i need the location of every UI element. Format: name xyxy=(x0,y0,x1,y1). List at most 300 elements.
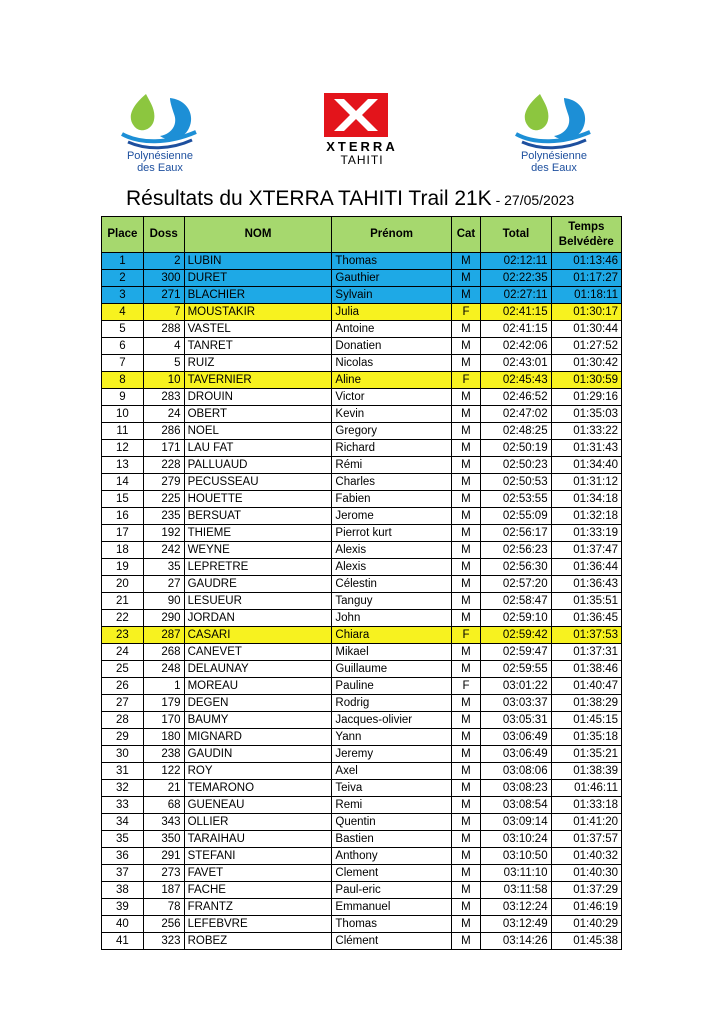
cell-belvedere: 01:31:43 xyxy=(551,440,621,457)
cell-total: 03:12:49 xyxy=(481,916,551,933)
cell-total: 02:56:23 xyxy=(481,542,551,559)
table-row xyxy=(102,355,622,372)
table-row xyxy=(102,627,622,644)
cell-place: 38 xyxy=(102,882,144,899)
cell-prenom: Anthony xyxy=(332,848,451,865)
cell-belvedere: 01:35:03 xyxy=(551,406,621,423)
cell-total: 03:05:31 xyxy=(481,712,551,729)
cell-total: 02:41:15 xyxy=(481,304,551,321)
title-main: Résultats du XTERRA TAHITI Trail 21K xyxy=(126,187,492,210)
cell-prenom: Jeremy xyxy=(332,746,451,763)
cell-nom: DEGEN xyxy=(184,695,332,712)
table-row xyxy=(102,780,622,797)
cell-cat: M xyxy=(451,712,481,729)
cell-nom: OBERT xyxy=(184,406,332,423)
cell-nom: BERSUAT xyxy=(184,508,332,525)
table-row xyxy=(102,321,622,338)
cell-doss: 350 xyxy=(143,831,184,848)
cell-nom: DROUIN xyxy=(184,389,332,406)
header-place: Place xyxy=(102,217,144,253)
cell-doss: 27 xyxy=(143,576,184,593)
cell-prenom: Emmanuel xyxy=(332,899,451,916)
cell-prenom: Donatien xyxy=(332,338,451,355)
cell-cat: M xyxy=(451,270,481,287)
cell-place: 36 xyxy=(102,848,144,865)
cell-prenom: Rodrig xyxy=(332,695,451,712)
cell-place: 35 xyxy=(102,831,144,848)
cell-nom: MOREAU xyxy=(184,678,332,695)
cell-belvedere: 01:45:15 xyxy=(551,712,621,729)
cell-cat: M xyxy=(451,729,481,746)
cell-place: 37 xyxy=(102,865,144,882)
cell-belvedere: 01:30:59 xyxy=(551,372,621,389)
cell-cat: M xyxy=(451,644,481,661)
header-total: Total xyxy=(481,217,551,253)
cell-doss: 180 xyxy=(143,729,184,746)
cell-belvedere: 01:30:44 xyxy=(551,321,621,338)
cell-belvedere: 01:37:29 xyxy=(551,882,621,899)
cell-cat: M xyxy=(451,338,481,355)
cell-cat: F xyxy=(451,627,481,644)
cell-place: 22 xyxy=(102,610,144,627)
cell-nom: ROY xyxy=(184,763,332,780)
cell-belvedere: 01:35:21 xyxy=(551,746,621,763)
cell-belvedere: 01:29:16 xyxy=(551,389,621,406)
table-row xyxy=(102,270,622,287)
cell-doss: 290 xyxy=(143,610,184,627)
table-row xyxy=(102,916,622,933)
cell-prenom: Thomas xyxy=(332,916,451,933)
cell-nom: MIGNARD xyxy=(184,729,332,746)
table-row xyxy=(102,933,622,950)
table-row xyxy=(102,525,622,542)
cell-prenom: Pierrot kurt xyxy=(332,525,451,542)
cell-total: 02:43:01 xyxy=(481,355,551,372)
cell-nom: DURET xyxy=(184,270,332,287)
cell-nom: STEFANI xyxy=(184,848,332,865)
cell-place: 32 xyxy=(102,780,144,797)
cell-total: 02:41:15 xyxy=(481,321,551,338)
cell-cat: M xyxy=(451,508,481,525)
cell-doss: 287 xyxy=(143,627,184,644)
xterra-brand-text: XTERRA xyxy=(326,139,398,154)
cell-nom: BAUMY xyxy=(184,712,332,729)
cell-doss: 192 xyxy=(143,525,184,542)
cell-place: 30 xyxy=(102,746,144,763)
cell-place: 5 xyxy=(102,321,144,338)
cell-doss: 90 xyxy=(143,593,184,610)
cell-prenom: Remi xyxy=(332,797,451,814)
cell-belvedere: 01:38:29 xyxy=(551,695,621,712)
cell-belvedere: 01:37:53 xyxy=(551,627,621,644)
cell-prenom: Alexis xyxy=(332,559,451,576)
table-row xyxy=(102,763,622,780)
cell-nom: TEMARONO xyxy=(184,780,332,797)
table-header-row xyxy=(102,217,622,253)
cell-belvedere: 01:34:18 xyxy=(551,491,621,508)
cell-total: 03:11:10 xyxy=(481,865,551,882)
cell-nom: NOEL xyxy=(184,423,332,440)
table-row xyxy=(102,423,622,440)
cell-belvedere: 01:30:17 xyxy=(551,304,621,321)
cell-cat: M xyxy=(451,457,481,474)
table-row xyxy=(102,406,622,423)
cell-doss: 286 xyxy=(143,423,184,440)
cell-cat: F xyxy=(451,678,481,695)
cell-cat: M xyxy=(451,933,481,950)
table-row xyxy=(102,440,622,457)
cell-prenom: Antoine xyxy=(332,321,451,338)
cell-prenom: Charles xyxy=(332,474,451,491)
cell-place: 28 xyxy=(102,712,144,729)
cell-belvedere: 01:18:11 xyxy=(551,287,621,304)
cell-total: 03:08:06 xyxy=(481,763,551,780)
cell-total: 02:55:09 xyxy=(481,508,551,525)
cell-belvedere: 01:38:39 xyxy=(551,763,621,780)
cell-prenom: Yann xyxy=(332,729,451,746)
cell-place: 7 xyxy=(102,355,144,372)
table-row xyxy=(102,610,622,627)
cell-cat: M xyxy=(451,525,481,542)
cell-nom: MOUSTAKIR xyxy=(184,304,332,321)
table-row xyxy=(102,542,622,559)
cell-nom: GUENEAU xyxy=(184,797,332,814)
cell-cat: M xyxy=(451,474,481,491)
cell-belvedere: 01:33:19 xyxy=(551,525,621,542)
cell-total: 03:10:24 xyxy=(481,831,551,848)
cell-belvedere: 01:37:31 xyxy=(551,644,621,661)
cell-cat: M xyxy=(451,797,481,814)
table-row xyxy=(102,865,622,882)
xterra-x-icon xyxy=(300,93,424,139)
cell-prenom: Sylvain xyxy=(332,287,451,304)
cell-total: 02:45:43 xyxy=(481,372,551,389)
cell-prenom: Bastien xyxy=(332,831,451,848)
cell-total: 03:10:50 xyxy=(481,848,551,865)
cell-doss: 256 xyxy=(143,916,184,933)
cell-place: 25 xyxy=(102,661,144,678)
table-row xyxy=(102,746,622,763)
cell-total: 02:59:55 xyxy=(481,661,551,678)
cell-nom: LUBIN xyxy=(184,253,332,270)
cell-belvedere: 01:32:18 xyxy=(551,508,621,525)
logo-right-line2: des Eaux xyxy=(531,162,577,174)
cell-total: 03:09:14 xyxy=(481,814,551,831)
cell-total: 03:14:26 xyxy=(481,933,551,950)
cell-prenom: Richard xyxy=(332,440,451,457)
table-row xyxy=(102,559,622,576)
cell-belvedere: 01:37:57 xyxy=(551,831,621,848)
cell-cat: M xyxy=(451,916,481,933)
cell-cat: M xyxy=(451,695,481,712)
water-drop-icon xyxy=(506,90,602,152)
cell-cat: M xyxy=(451,746,481,763)
cell-nom: ROBEZ xyxy=(184,933,332,950)
cell-cat: M xyxy=(451,542,481,559)
table-row xyxy=(102,814,622,831)
cell-total: 03:08:23 xyxy=(481,780,551,797)
results-body xyxy=(102,253,622,950)
cell-cat: M xyxy=(451,763,481,780)
cell-prenom: Fabien xyxy=(332,491,451,508)
cell-doss: 78 xyxy=(143,899,184,916)
cell-doss: 225 xyxy=(143,491,184,508)
cell-nom: PECUSSEAU xyxy=(184,474,332,491)
logo-right-line1: Polynésienne xyxy=(520,150,588,162)
cell-prenom: Nicolas xyxy=(332,355,451,372)
cell-cat: M xyxy=(451,865,481,882)
cell-prenom: Tanguy xyxy=(332,593,451,610)
table-row xyxy=(102,695,622,712)
cell-belvedere: 01:27:52 xyxy=(551,338,621,355)
cell-prenom: Victor xyxy=(332,389,451,406)
cell-cat: M xyxy=(451,491,481,508)
header-belvedere xyxy=(551,217,621,253)
cell-total: 02:53:55 xyxy=(481,491,551,508)
header-prenom: Prénom xyxy=(332,217,451,253)
cell-place: 14 xyxy=(102,474,144,491)
cell-prenom: Aline xyxy=(332,372,451,389)
cell-place: 29 xyxy=(102,729,144,746)
cell-belvedere: 01:37:47 xyxy=(551,542,621,559)
cell-prenom: Guillaume xyxy=(332,661,451,678)
cell-doss: 179 xyxy=(143,695,184,712)
cell-cat: M xyxy=(451,389,481,406)
cell-nom: OLLIER xyxy=(184,814,332,831)
cell-belvedere: 01:17:27 xyxy=(551,270,621,287)
cell-doss: 228 xyxy=(143,457,184,474)
cell-prenom: Gauthier xyxy=(332,270,451,287)
cell-place: 23 xyxy=(102,627,144,644)
cell-cat: M xyxy=(451,882,481,899)
table-row xyxy=(102,593,622,610)
cell-nom: FRANTZ xyxy=(184,899,332,916)
cell-cat: M xyxy=(451,321,481,338)
cell-total: 03:01:22 xyxy=(481,678,551,695)
cell-prenom: Clement xyxy=(332,865,451,882)
cell-prenom: Jerome xyxy=(332,508,451,525)
cell-belvedere: 01:40:47 xyxy=(551,678,621,695)
cell-prenom: Alexis xyxy=(332,542,451,559)
cell-cat: F xyxy=(451,372,481,389)
cell-prenom: Axel xyxy=(332,763,451,780)
cell-total: 02:42:06 xyxy=(481,338,551,355)
cell-doss: 268 xyxy=(143,644,184,661)
cell-place: 13 xyxy=(102,457,144,474)
cell-total: 03:03:37 xyxy=(481,695,551,712)
cell-nom: THIEME xyxy=(184,525,332,542)
cell-total: 02:27:11 xyxy=(481,287,551,304)
cell-nom: FAVET xyxy=(184,865,332,882)
cell-doss: 283 xyxy=(143,389,184,406)
table-row xyxy=(102,576,622,593)
cell-belvedere: 01:45:38 xyxy=(551,933,621,950)
cell-belvedere: 01:35:51 xyxy=(551,593,621,610)
cell-prenom: Pauline xyxy=(332,678,451,695)
cell-cat: M xyxy=(451,814,481,831)
cell-prenom: Gregory xyxy=(332,423,451,440)
cell-place: 6 xyxy=(102,338,144,355)
cell-prenom: Thomas xyxy=(332,253,451,270)
cell-doss: 273 xyxy=(143,865,184,882)
cell-total: 02:50:53 xyxy=(481,474,551,491)
cell-place: 26 xyxy=(102,678,144,695)
cell-nom: CANEVET xyxy=(184,644,332,661)
cell-total: 02:48:25 xyxy=(481,423,551,440)
cell-cat: M xyxy=(451,287,481,304)
title-date: - 27/05/2023 xyxy=(491,192,575,208)
table-row xyxy=(102,848,622,865)
cell-nom: GAUDRE xyxy=(184,576,332,593)
cell-belvedere: 01:40:32 xyxy=(551,848,621,865)
cell-doss: 238 xyxy=(143,746,184,763)
table-row xyxy=(102,508,622,525)
cell-doss: 10 xyxy=(143,372,184,389)
cell-nom: LEPRETRE xyxy=(184,559,332,576)
cell-cat: M xyxy=(451,780,481,797)
table-row xyxy=(102,644,622,661)
cell-prenom: Rémi xyxy=(332,457,451,474)
cell-total: 03:12:24 xyxy=(481,899,551,916)
cell-total: 02:56:17 xyxy=(481,525,551,542)
cell-doss: 171 xyxy=(143,440,184,457)
cell-place: 9 xyxy=(102,389,144,406)
cell-cat: M xyxy=(451,610,481,627)
cell-cat: F xyxy=(451,304,481,321)
cell-total: 03:08:54 xyxy=(481,797,551,814)
cell-nom: WEYNE xyxy=(184,542,332,559)
cell-nom: TAVERNIER xyxy=(184,372,332,389)
cell-belvedere: 01:36:44 xyxy=(551,559,621,576)
polynesienne-logo-right xyxy=(506,90,602,186)
cell-cat: M xyxy=(451,899,481,916)
cell-prenom: Teiva xyxy=(332,780,451,797)
cell-belvedere: 01:46:19 xyxy=(551,899,621,916)
table-row xyxy=(102,678,622,695)
cell-place: 17 xyxy=(102,525,144,542)
cell-total: 02:59:42 xyxy=(481,627,551,644)
cell-total: 02:59:47 xyxy=(481,644,551,661)
table-row xyxy=(102,474,622,491)
cell-nom: TARAIHAU xyxy=(184,831,332,848)
cell-place: 11 xyxy=(102,423,144,440)
table-row xyxy=(102,729,622,746)
cell-total: 02:58:47 xyxy=(481,593,551,610)
cell-total: 02:50:23 xyxy=(481,457,551,474)
cell-doss: 5 xyxy=(143,355,184,372)
cell-nom: CASARI xyxy=(184,627,332,644)
cell-nom: BLACHIER xyxy=(184,287,332,304)
cell-place: 34 xyxy=(102,814,144,831)
cell-total: 02:46:52 xyxy=(481,389,551,406)
cell-total: 02:56:30 xyxy=(481,559,551,576)
cell-place: 21 xyxy=(102,593,144,610)
cell-prenom: Julia xyxy=(332,304,451,321)
table-row xyxy=(102,712,622,729)
cell-place: 27 xyxy=(102,695,144,712)
cell-doss: 170 xyxy=(143,712,184,729)
header-belvedere-line1: Temps xyxy=(568,220,605,233)
cell-prenom: Jacques-olivier xyxy=(332,712,451,729)
cell-belvedere: 01:13:46 xyxy=(551,253,621,270)
water-drop-icon xyxy=(112,90,208,152)
cell-doss: 24 xyxy=(143,406,184,423)
cell-doss: 271 xyxy=(143,287,184,304)
cell-belvedere: 01:46:11 xyxy=(551,780,621,797)
cell-cat: M xyxy=(451,253,481,270)
xterra-tahiti-text: TAHITI xyxy=(340,153,384,167)
cell-nom: HOUETTE xyxy=(184,491,332,508)
header-nom: NOM xyxy=(184,217,332,253)
cell-place: 10 xyxy=(102,406,144,423)
cell-nom: FACHE xyxy=(184,882,332,899)
cell-nom: LESUEUR xyxy=(184,593,332,610)
cell-place: 24 xyxy=(102,644,144,661)
cell-doss: 187 xyxy=(143,882,184,899)
cell-belvedere: 01:35:18 xyxy=(551,729,621,746)
table-row xyxy=(102,304,622,321)
table-row xyxy=(102,457,622,474)
cell-doss: 288 xyxy=(143,321,184,338)
results-table xyxy=(101,216,622,950)
cell-belvedere: 01:36:43 xyxy=(551,576,621,593)
cell-prenom: Quentin xyxy=(332,814,451,831)
cell-total: 02:57:20 xyxy=(481,576,551,593)
cell-belvedere: 01:31:12 xyxy=(551,474,621,491)
header-doss: Doss xyxy=(143,217,184,253)
cell-doss: 279 xyxy=(143,474,184,491)
table-row xyxy=(102,899,622,916)
xterra-logo xyxy=(300,93,424,173)
cell-nom: PALLUAUD xyxy=(184,457,332,474)
cell-place: 4 xyxy=(102,304,144,321)
cell-belvedere: 01:33:18 xyxy=(551,797,621,814)
cell-total: 02:12:11 xyxy=(481,253,551,270)
cell-cat: M xyxy=(451,593,481,610)
cell-doss: 235 xyxy=(143,508,184,525)
cell-doss: 2 xyxy=(143,253,184,270)
table-row xyxy=(102,389,622,406)
cell-cat: M xyxy=(451,576,481,593)
logo-left-line2: des Eaux xyxy=(137,162,183,174)
cell-doss: 122 xyxy=(143,763,184,780)
table-row xyxy=(102,882,622,899)
cell-nom: LEFEBVRE xyxy=(184,916,332,933)
cell-total: 03:11:58 xyxy=(481,882,551,899)
cell-total: 03:06:49 xyxy=(481,729,551,746)
cell-place: 12 xyxy=(102,440,144,457)
cell-prenom: Kevin xyxy=(332,406,451,423)
cell-nom: LAU FAT xyxy=(184,440,332,457)
cell-nom: RUIZ xyxy=(184,355,332,372)
cell-doss: 248 xyxy=(143,661,184,678)
cell-prenom: John xyxy=(332,610,451,627)
header-belvedere-line2: Belvédère xyxy=(558,235,614,248)
cell-prenom: Mikael xyxy=(332,644,451,661)
cell-cat: M xyxy=(451,559,481,576)
cell-doss: 291 xyxy=(143,848,184,865)
cell-prenom: Chiara xyxy=(332,627,451,644)
table-row xyxy=(102,491,622,508)
cell-place: 33 xyxy=(102,797,144,814)
cell-belvedere: 01:40:30 xyxy=(551,865,621,882)
cell-nom: GAUDIN xyxy=(184,746,332,763)
cell-belvedere: 01:30:42 xyxy=(551,355,621,372)
cell-doss: 21 xyxy=(143,780,184,797)
cell-belvedere: 01:34:40 xyxy=(551,457,621,474)
cell-place: 18 xyxy=(102,542,144,559)
cell-cat: M xyxy=(451,406,481,423)
